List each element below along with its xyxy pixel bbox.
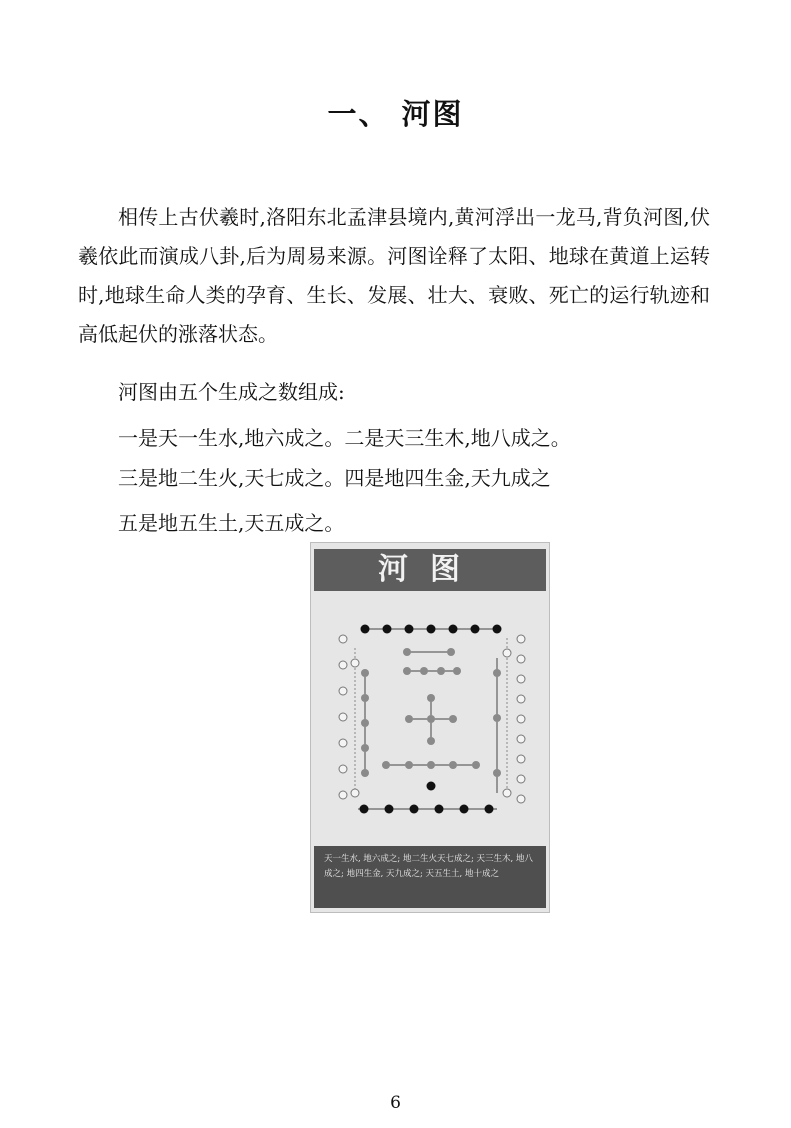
center-black-dot	[427, 782, 436, 791]
figure-banner-title: 河图	[314, 549, 546, 591]
right-hollow-dots	[503, 635, 525, 803]
hetu-figure	[310, 542, 550, 913]
text-line-2: 一是天一生水,地六成之。二是天三生木,地八成之。	[118, 426, 571, 450]
figure-caption: 天一生水, 地六成之; 地二生火天七成之; 天三生木, 地八成之; 地四生金, 天九成之; 天五生土, 地十成之	[314, 846, 546, 908]
intro-paragraph: 相传上古伏羲时,洛阳东北孟津县境内,黄河浮出一龙马,背负河图,伏羲依此而演成八卦,后为周易来源。河图诠释了太阳、地球在黄道上运转时,地球生命人类的孕育、生长、发展、壮大、衰败、死亡的运行轨迹和高低起伏的涨落状态。	[78, 205, 710, 346]
page-title: 一、 河图	[327, 97, 464, 131]
text-line-4: 五是地五生土,天五成之。	[118, 511, 345, 535]
left-hollow-dots	[339, 635, 359, 799]
text-line-1: 河图由五个生成之数组成:	[118, 380, 345, 404]
text-line-3: 三是地二生火,天七成之。四是地四生金,天九成之	[118, 466, 551, 490]
page-number: 6	[390, 1093, 401, 1113]
